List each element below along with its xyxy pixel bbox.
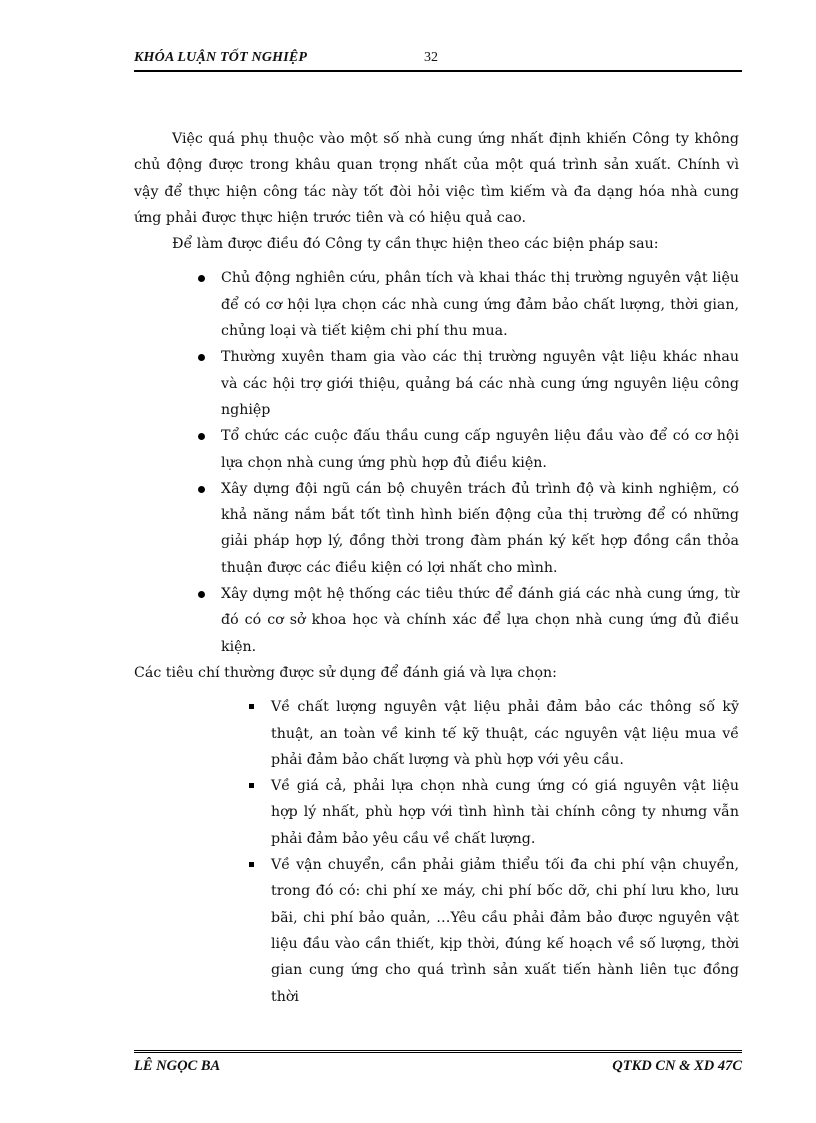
square-bullet-icon (249, 862, 254, 867)
square-bullet-icon (249, 704, 254, 709)
bullet-icon (198, 354, 205, 361)
list-item (221, 423, 739, 476)
list-item (271, 694, 739, 773)
list-item-text: Tổ chức các cuộc đấu thầu cung cấp nguyên liệu đầu vào để có cơ hội lựa chọn nhà cung ứng phù hợp đủ điều kiện. (221, 428, 739, 471)
list-item-text: Chủ động nghiên cứu, phân tích và khai thác thị trường nguyên vật liệu để có cơ hội lựa chọn các nhà cung ứng đảm bảo chất lượng, thời gian, chủng loại và tiết kiệm chi phí thu mua. (221, 270, 739, 340)
body-paragraph: Việc quá phụ thuộc vào một số nhà cung ứng nhất định khiến Công ty không chủ động được trong khâu quan trọng nhất của một quá trình sản xuất. Chính vì vậy để thực hiện công tác này tốt đòi hỏi việc tìm kiếm và đa dạng hóa nhà cung ứng phải được thực hiện trước tiên và có hiệu quả cao. (134, 131, 739, 226)
bullet-icon (198, 275, 205, 282)
page-number: 32 (424, 50, 438, 65)
criteria-heading: Các tiêu chí thường được sử dụng để đánh giá và lựa chọn: (134, 664, 557, 681)
list-item-text: Xây dựng một hệ thống các tiêu thức để đánh giá các nhà cung ứng, từ đó có cơ sở khoa học và chính xác để lựa chọn nhà cung ứng đủ điều kiện. (221, 586, 739, 655)
list-item (221, 581, 739, 660)
list-item-text: Xây dựng đội ngũ cán bộ chuyên trách đủ trình độ và kinh nghiệm, có khả năng nắm bắt tốt tình hình biến động của thị trường để có những giải pháp hợp lý, đồng thời trong đàm phán ký kết hợp đồng cần thỏa thuận được các điều kiện có lợi nhất cho mình. (221, 480, 739, 576)
list-item (221, 476, 739, 581)
criteria-list (134, 694, 739, 1010)
page-body (134, 126, 739, 1010)
list-item-text: Về vận chuyển, cần phải giảm thiểu tối đa chi phí vận chuyển, trong đó có: chi phí xe máy, chi phí bốc dỡ, chi phí lưu kho, lưu bãi, chi phí bảo quản, …Yêu cầu phải đảm bảo được nguyên vật liệu đầu vào cần thiết, kịp thời, đúng kế hoạch về số lượng, thời gian cung ứng cho quá trình sản xuất tiến hành liên tục đồng thời (271, 857, 739, 1005)
list-item-text: Về giá cả, phải lựa chọn nhà cung ứng có giá nguyên vật liệu hợp lý nhất, phù hợp với tình hình tài chính công ty nhưng vẫn phải đảm bảo yêu cầu về chất lượng. (271, 778, 739, 847)
measures-list (134, 265, 739, 659)
bullet-icon (198, 486, 205, 493)
list-item (221, 344, 739, 423)
square-bullet-icon (249, 783, 254, 788)
bullet-icon (198, 433, 205, 440)
list-item-text: Về chất lượng nguyên vật liệu phải đảm bảo các thông số kỹ thuật, an toàn về kinh tế kỹ thuật, các nguyên vật liệu mua về phải đảm bảo chất lượng và phù hợp với yêu cầu. (271, 699, 739, 768)
bullet-icon (198, 591, 205, 598)
author-name: LÊ NGỌC BA (134, 1058, 221, 1074)
page-footer (134, 1050, 742, 1083)
list-item (221, 265, 739, 344)
list-item (271, 773, 739, 852)
department-code: QTKD CN & XD 47C (612, 1058, 742, 1074)
document-title: KHÓA LUẬN TỐT NGHIỆP (134, 50, 308, 65)
body-paragraph: Để làm được điều đó Công ty cần thực hiện theo các biện pháp sau: (172, 236, 659, 253)
list-item (271, 852, 739, 1010)
page-header (134, 50, 742, 72)
list-item-text: Thường xuyên tham gia vào các thị trường nguyên vật liệu khác nhau và các hội trợ giới thiệu, quảng bá các nhà cung ứng nguyên liệu công nghiệp (221, 349, 739, 418)
